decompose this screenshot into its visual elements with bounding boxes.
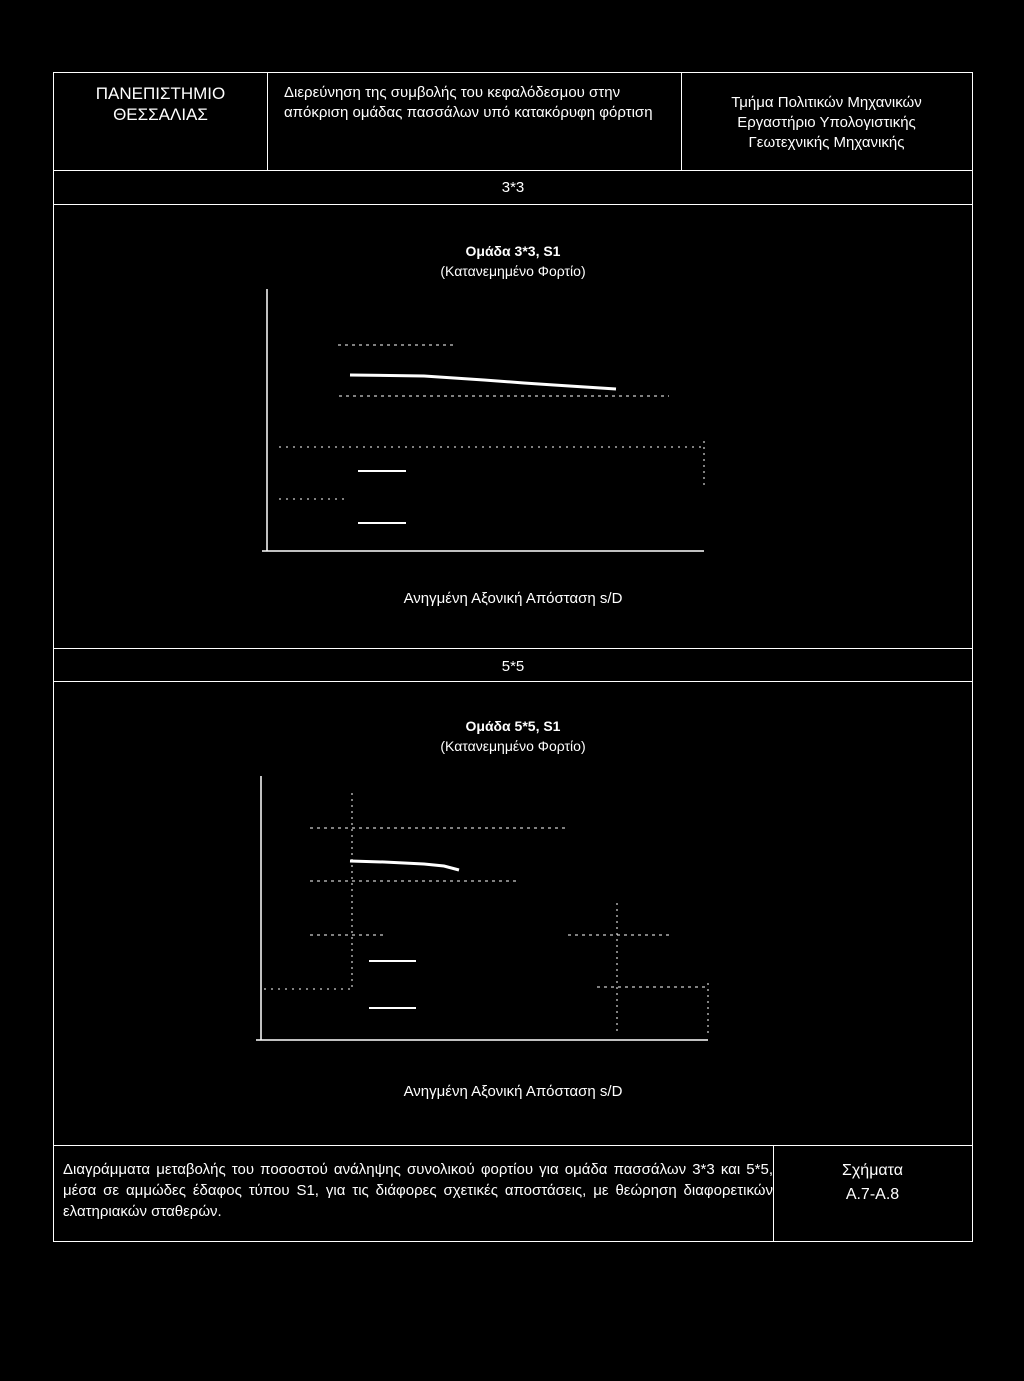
thesis-title: Διερεύνηση της συμβολής του κεφαλόδεσμου στην απόκριση ομάδας πασσάλων υπό κατακόρυφη φόρτιση	[284, 84, 653, 121]
chart-1-title: Ομάδα 3*3, S1	[465, 243, 561, 259]
university-name: ΠΑΝΕΠΙΣΤΗΜΙΟ ΘΕΣΣΑΛΙΑΣ	[95, 84, 226, 124]
lab-line-2: Γεωτεχνικής Μηχανικής	[748, 134, 905, 151]
figure-label-block	[773, 1159, 972, 1207]
chart-2-solid-curve	[350, 861, 459, 870]
chart-2-x-axis-label: Ανηγμένη Αξονική Απόσταση s/D	[403, 1083, 623, 1100]
figure-caption: Διαγράμματα μεταβολής του ποσοστού ανάληψης συνολικού φορτίου για ομάδα πασσάλων 3*3 και 5*5, μέσα σε αμμώδες έδαφος τύπου S1, για τις διάφορες σχετικές αποστάσεις, με θεώρηση διαφορετικών ελατηριακών σταθερών.	[63, 1161, 773, 1220]
chart-1-x-axis-label: Ανηγμένη Αξονική Απόσταση s/D	[403, 590, 623, 607]
lab-line-1: Εργαστήριο Υπολογιστικής	[737, 114, 916, 131]
chart-2-subtitle: (Κατανεμημένο Φορτίο)	[440, 738, 586, 754]
chart-1-subtitle: (Κατανεμημένο Φορτίο)	[440, 263, 586, 279]
chart-2-title: Ομάδα 5*5, S1	[465, 718, 561, 734]
chart-2	[54, 73, 972, 1241]
document-frame	[53, 72, 973, 1242]
footer-top-rule	[54, 1145, 972, 1146]
section-label-5x5: 5*5	[501, 658, 525, 675]
section-label-3x3: 3*3	[501, 179, 525, 196]
figure-label: Σχήματα	[842, 1162, 903, 1179]
department-name: Τμήμα Πολιτικών Μηχανικών	[731, 94, 922, 111]
figure-numbers: Α.7-Α.8	[845, 1186, 900, 1203]
